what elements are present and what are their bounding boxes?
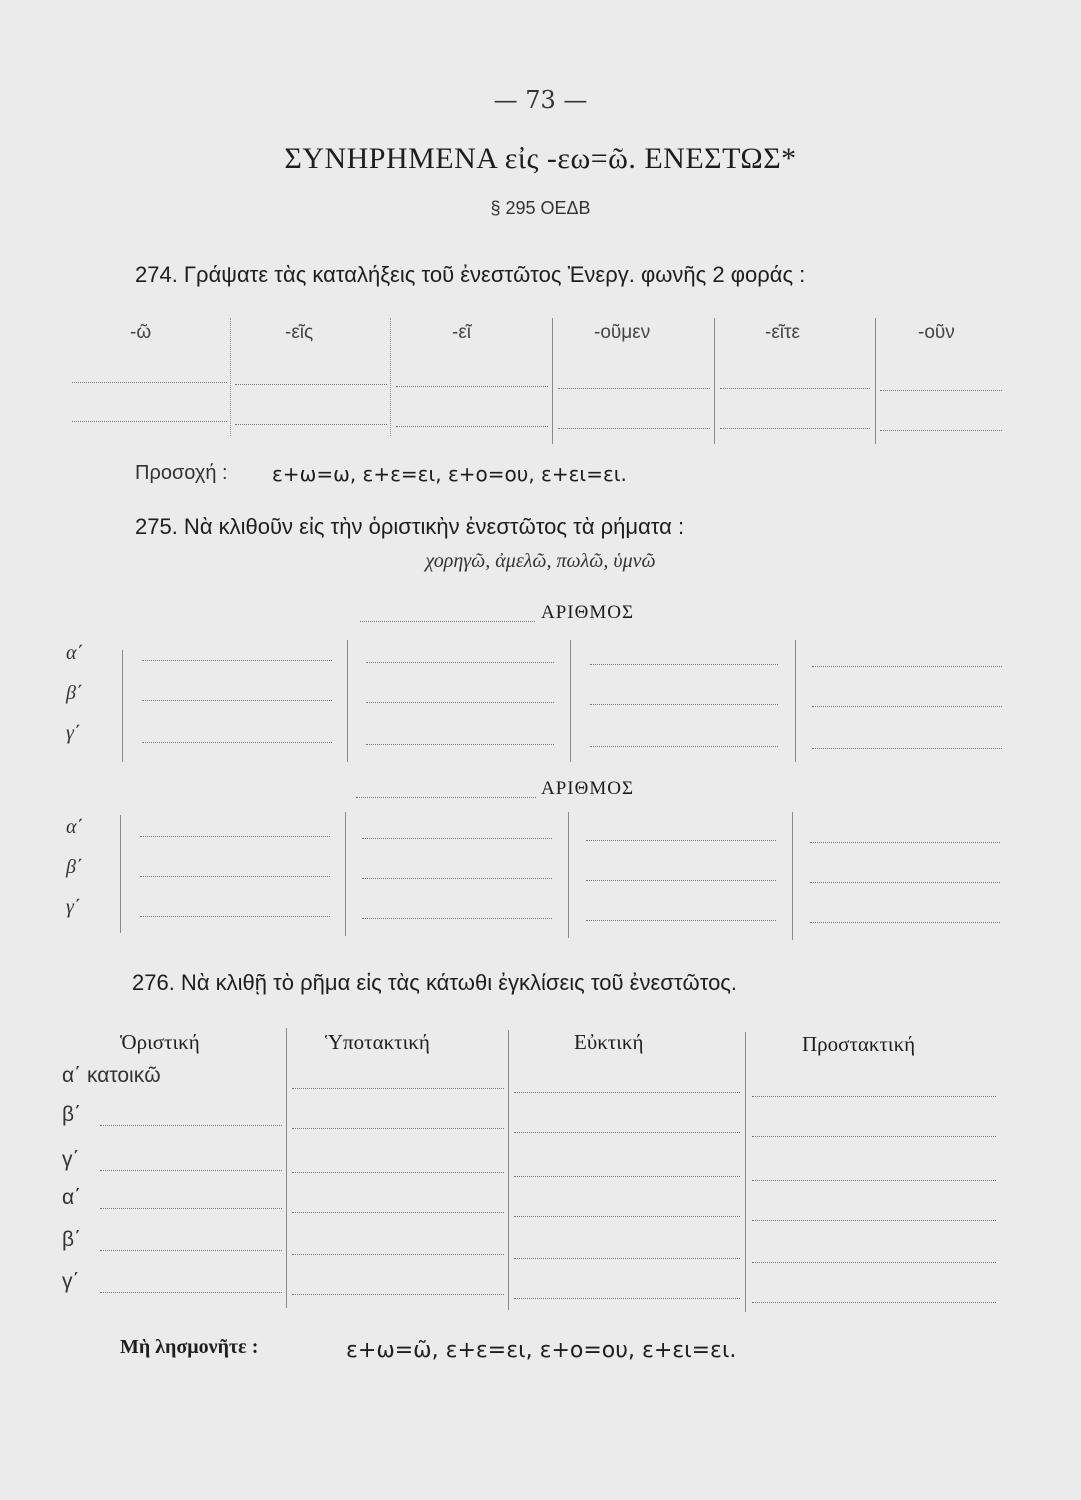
answer-line[interactable] [514, 1298, 740, 1299]
divider [875, 318, 876, 444]
number-label-2: ΑΡΙΘΜΟΣ [541, 778, 635, 799]
answer-line[interactable] [752, 1136, 996, 1137]
divider [795, 640, 796, 762]
answer-line[interactable] [810, 922, 1000, 923]
answer-line[interactable] [366, 744, 554, 745]
answer-line[interactable] [292, 1128, 504, 1129]
answer-line[interactable] [812, 748, 1002, 749]
divider [792, 812, 793, 940]
answer-line[interactable] [100, 1292, 282, 1293]
row-label: α΄ [62, 1186, 82, 1209]
number-blank[interactable] [360, 621, 535, 622]
section-reference: § 295 ΟΕΔΒ [490, 198, 591, 218]
divider [122, 650, 123, 762]
answer-line[interactable] [366, 662, 554, 663]
mood-header-subjunctive: Ὑποτακτική [325, 1030, 430, 1054]
answer-line[interactable] [880, 430, 1002, 431]
divider [390, 318, 391, 436]
divider [286, 1028, 287, 1308]
answer-line[interactable] [810, 842, 1000, 843]
answer-line[interactable] [362, 838, 552, 839]
answer-line[interactable] [812, 706, 1002, 707]
answer-line[interactable] [720, 428, 870, 429]
answer-line[interactable] [590, 664, 778, 665]
row-label: γ΄ [62, 1270, 80, 1293]
answer-line[interactable] [558, 428, 710, 429]
person-label: γ΄ [66, 896, 81, 918]
answer-line[interactable] [292, 1294, 504, 1295]
ending-3: -εῖ [452, 322, 472, 343]
answer-line[interactable] [142, 742, 332, 743]
ending-4: -οῦμεν [594, 322, 651, 343]
answer-line[interactable] [396, 426, 548, 427]
answer-line[interactable] [100, 1125, 282, 1126]
number-label-1: ΑΡΙΘΜΟΣ [541, 602, 635, 623]
answer-line[interactable] [72, 382, 227, 383]
page-number: — 73 — [493, 86, 588, 114]
ending-6: -οῦν [918, 322, 955, 343]
answer-line[interactable] [514, 1092, 740, 1093]
answer-line[interactable] [752, 1262, 996, 1263]
mood-header-optative: Εὐκτική [574, 1030, 644, 1054]
attention-label: Προσοχή : [135, 462, 228, 484]
divider [347, 640, 348, 762]
answer-line[interactable] [514, 1258, 740, 1259]
answer-line[interactable] [362, 918, 552, 919]
answer-line[interactable] [292, 1254, 504, 1255]
answer-line[interactable] [586, 920, 776, 921]
answer-line[interactable] [235, 384, 387, 385]
exercise-276-instruction: 276. Νὰ κλιθῇ τὸ ρῆμα εἰς τὰς κάτωθι ἐγκλίσεις τοῦ ἐνεστῶτος. [132, 970, 738, 995]
reminder-rules: ε+ω=ῶ, ε+ε=ει, ε+ο=ου, ε+ει=ει. [346, 1338, 737, 1363]
ending-1: -ῶ [130, 322, 152, 343]
answer-line[interactable] [720, 388, 870, 389]
answer-line[interactable] [752, 1180, 996, 1181]
answer-line[interactable] [362, 878, 552, 879]
row-first-verb: α΄ κατοικῶ [62, 1064, 161, 1087]
divider [120, 815, 121, 933]
person-label: γ΄ [66, 722, 81, 744]
page-title: ΣΥΝΗΡΗΜΕΝΑ εἰς -εω=ῶ. ΕΝΕΣΤΩΣ* [284, 142, 797, 175]
answer-line[interactable] [586, 880, 776, 881]
answer-line[interactable] [140, 836, 330, 837]
answer-line[interactable] [100, 1208, 282, 1209]
exercise-274-instruction: 274. Γράψατε τὰς καταλήξεις τοῦ ἐνεστῶτος Ἐνεργ. φωνῆς 2 φοράς : [135, 262, 806, 287]
person-label: β΄ [66, 856, 83, 878]
attention-rules: ε+ω=ω, ε+ε=ει, ε+ο=ου, ε+ει=ει. [272, 462, 627, 486]
answer-line[interactable] [292, 1212, 504, 1213]
answer-line[interactable] [514, 1132, 740, 1133]
answer-line[interactable] [752, 1302, 996, 1303]
verb-list: χορηγῶ, ἀμελῶ, πωλῶ, ὑμνῶ [425, 550, 656, 572]
row-label: β΄ [62, 1228, 82, 1251]
answer-line[interactable] [140, 916, 330, 917]
answer-line[interactable] [142, 700, 332, 701]
ending-2: -εῖς [285, 322, 314, 343]
divider [345, 812, 346, 936]
answer-line[interactable] [140, 876, 330, 877]
answer-line[interactable] [100, 1170, 282, 1171]
person-label: α΄ [66, 642, 84, 664]
answer-line[interactable] [142, 660, 332, 661]
person-label: β΄ [66, 682, 83, 704]
person-label: α΄ [66, 816, 84, 838]
ending-5: -εῖτε [765, 322, 800, 343]
divider [714, 318, 715, 444]
answer-line[interactable] [752, 1220, 996, 1221]
divider [508, 1030, 509, 1310]
answer-line[interactable] [514, 1216, 740, 1217]
number-blank[interactable] [356, 797, 536, 798]
mood-header-indicative: Ὁριστική [120, 1030, 200, 1054]
answer-line[interactable] [72, 421, 227, 422]
row-label: β΄ [62, 1103, 82, 1126]
answer-line[interactable] [292, 1088, 504, 1089]
answer-line[interactable] [292, 1172, 504, 1173]
answer-line[interactable] [880, 390, 1002, 391]
divider [568, 812, 569, 938]
answer-line[interactable] [514, 1176, 740, 1177]
answer-line[interactable] [235, 424, 387, 425]
divider [570, 640, 571, 762]
answer-line[interactable] [590, 704, 778, 705]
divider [230, 318, 231, 436]
reminder-label: Μὴ λησμονῆτε : [120, 1336, 259, 1358]
mood-header-imperative: Προστακτική [802, 1032, 916, 1056]
answer-line[interactable] [366, 702, 554, 703]
answer-line[interactable] [810, 882, 1000, 883]
divider [552, 318, 553, 444]
answer-line[interactable] [558, 388, 710, 389]
answer-line[interactable] [396, 386, 548, 387]
answer-line[interactable] [812, 666, 1002, 667]
answer-line[interactable] [752, 1096, 996, 1097]
answer-line[interactable] [100, 1250, 282, 1251]
exercise-275-instruction: 275. Νὰ κλιθοῦν εἰς τὴν ὁριστικὴν ἐνεστῶτος τὰ ρήματα : [135, 514, 685, 539]
row-label: γ΄ [62, 1148, 80, 1171]
answer-line[interactable] [586, 840, 776, 841]
divider [745, 1032, 746, 1312]
answer-line[interactable] [590, 746, 778, 747]
